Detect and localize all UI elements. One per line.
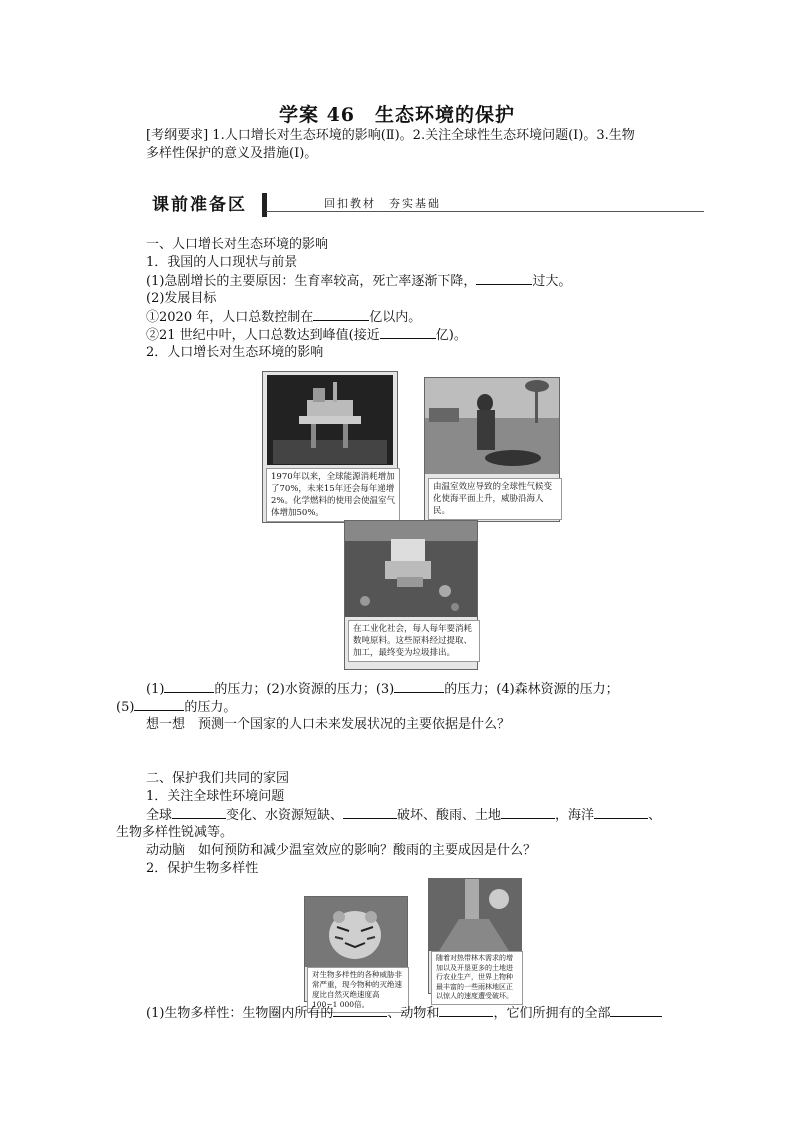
tiger-photo <box>304 896 408 1009</box>
section-banner <box>146 193 704 221</box>
waste-image <box>345 521 477 617</box>
line-peak <box>146 326 467 344</box>
fill-blank[interactable] <box>164 680 214 693</box>
tiger-image <box>305 897 407 967</box>
banner-label: 课前准备区 <box>146 193 267 217</box>
fill-blank[interactable] <box>343 806 397 819</box>
text: 、 <box>648 808 662 823</box>
text: 、动物和 <box>387 1006 440 1021</box>
global-issues-line <box>146 806 661 824</box>
text: 全球 <box>146 808 173 823</box>
text: (1)急剧增长的主要原因：生育率较高，死亡率逐渐下降， <box>146 274 477 289</box>
biodiversity-line <box>146 1004 662 1022</box>
text: ①2020 年，人口总数控制在 <box>146 310 314 325</box>
text: ，它们所拥有的全部 <box>493 1006 611 1021</box>
fill-blank[interactable] <box>394 680 444 693</box>
pressure-line-1 <box>146 680 619 698</box>
text: 亿以内。 <box>369 310 422 325</box>
subheading-2-2: 2．保护生物多样性 <box>146 861 259 876</box>
brain-prompt: 动动脑 如何预防和减少温室效应的影响？酸雨的主要成因是什么？ <box>146 843 537 858</box>
text: 的压力。 <box>184 700 237 715</box>
subheading-2-1: 1．关注全球性环境问题 <box>146 789 285 804</box>
text: 亿)。 <box>435 328 467 343</box>
text: 变化、水资源短缺、 <box>226 808 344 823</box>
text: 的压力；(4)森林资源的压力； <box>444 682 619 697</box>
subheading-1-2: 2．人口增长对生态环境的影响 <box>146 345 324 360</box>
forest-image <box>429 879 521 951</box>
fill-blank[interactable] <box>134 698 184 711</box>
fill-blank[interactable] <box>501 806 555 819</box>
oil-caption: 1970年以来，全球能源消耗增加了70%，未来15年还会每年递增2%。化学燃料的使用会使温室气体增加50%。 <box>266 468 400 522</box>
flood-caption: 由温室效应导致的全球性气候变化使海平面上升，威胁沿海人民。 <box>428 478 562 520</box>
fill-blank[interactable] <box>380 326 436 339</box>
oil-platform-image <box>263 372 397 467</box>
flood-photo <box>424 377 560 522</box>
flood-image <box>425 378 559 474</box>
line-2020 <box>146 308 421 326</box>
text: 过大。 <box>532 274 572 289</box>
fill-blank[interactable] <box>610 1004 662 1017</box>
text: 破坏、酸雨、土地 <box>397 808 502 823</box>
forest-caption: 随着对热带林木需求的增加以及开垦更多的土地进行农业生产，世界上物种最丰富的一些雨林地区正以惊人的速度遭受破坏。 <box>431 951 523 1005</box>
fill-blank[interactable] <box>313 308 369 321</box>
think-prompt: 想一想 预测一个国家的人口未来发展状况的主要依据是什么？ <box>146 717 511 732</box>
fill-blank[interactable] <box>172 806 226 819</box>
text: (1)生物多样性：生物圈内所有的 <box>146 1006 334 1021</box>
text: ②21 世纪中叶，人口总数达到峰值(接近 <box>146 328 380 343</box>
section-2-heading: 二、保护我们共同的家园 <box>146 771 290 786</box>
tiger-caption: 对生物多样性的各种威胁非常严重，现今物种的灭绝速度比自然灭绝速度高100~1 000倍。 <box>307 967 409 1013</box>
line-goal: (2)发展目标 <box>146 291 217 306</box>
requirements-text-1: 1.人口增长对生态环境的影响(Ⅱ)。2.关注全球性生态环境问题(Ⅰ)。3.生物 <box>212 128 635 143</box>
forest-photo <box>428 878 522 1000</box>
fill-blank[interactable] <box>333 1004 387 1017</box>
fill-blank[interactable] <box>594 806 648 819</box>
section-1-heading: 一、人口增长对生态环境的影响 <box>146 237 329 252</box>
requirements-label: [考纲要求] <box>146 128 209 143</box>
text: ，海洋 <box>555 808 595 823</box>
text: (5) <box>116 700 135 715</box>
requirements-text-2: 多样性保护的意义及措施(Ⅰ)。 <box>146 146 318 161</box>
waste-caption: 在工业化社会，每人每年要消耗数吨原料。这些原料经过提取、加工，最终变为垃圾排出。 <box>348 620 480 662</box>
global-issues-line-2: 生物多样性锐减等。 <box>116 825 234 840</box>
fill-blank[interactable] <box>476 272 532 285</box>
text: (1) <box>146 682 165 697</box>
subheading-1-1: 1．我国的人口现状与前景 <box>146 255 298 270</box>
page-title: 学案 46 生态环境的保护 <box>278 104 516 126</box>
banner-subtitle: 回扣教材 夯实基础 <box>324 197 441 210</box>
waste-photo <box>344 520 478 670</box>
pressure-line-2 <box>116 698 236 716</box>
banner-rule <box>266 211 704 212</box>
line-growth-reason <box>146 272 571 290</box>
text: 的压力；(2)水资源的压力；(3) <box>214 682 395 697</box>
fill-blank[interactable] <box>439 1004 493 1017</box>
oil-platform-photo <box>262 371 398 523</box>
requirements-line-1 <box>146 127 635 144</box>
